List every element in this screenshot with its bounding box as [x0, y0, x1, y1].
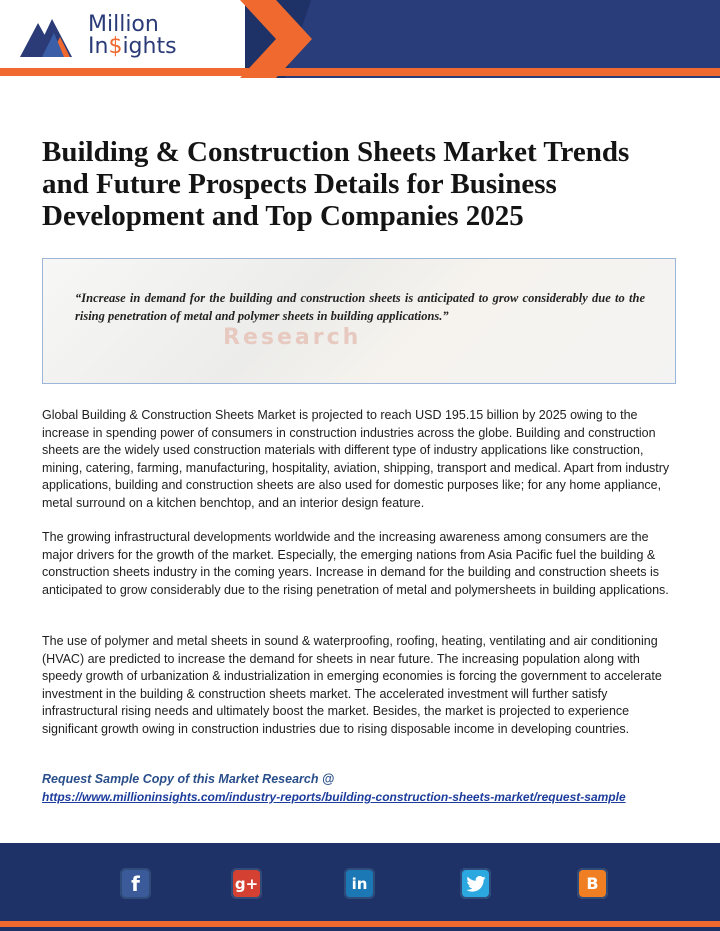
footer-orange-stripe	[0, 921, 720, 927]
logo-wordmark	[88, 14, 177, 58]
paragraph-1: Global Building & Construction Sheets Market is projected to reach USD 195.15 billion by 2025 owing to the increase in spending power of consumers in construction industries across the globe. Building and construction sheets are the widely used construction materials with different type of industry applications like construction, mining, catering, farming, manufacturing, hospitality, aviation, shipping, transport and medical. Apart from industry applications, building and construction sheets are also used for domestic purposes like; for any home appliance, metal surround on a kitchen benchtop, and an interior design feature.	[42, 408, 670, 510]
header	[0, 0, 720, 78]
request-sample-label: Request Sample Copy of this Market Research @	[42, 772, 335, 786]
logo-line2-c: ights	[122, 34, 177, 59]
logo-line1: Million	[88, 12, 159, 37]
quote-text: “Increase in demand for the building and construction sheets is anticipated to grow considerably due to the rising penetration of metal and polymer sheets in building applications.”	[75, 291, 645, 323]
twitter-bird-icon	[466, 876, 486, 892]
blogger-icon[interactable]: B	[577, 868, 608, 899]
quote-background-text: Research	[223, 325, 362, 350]
request-sample-link[interactable]: https://www.millioninsights.com/industry-reports/building-construction-sheets-market/request-sample	[42, 790, 626, 804]
logo-dollar: $	[108, 34, 123, 59]
linkedin-icon[interactable]: in	[344, 868, 375, 899]
million-insights-logo[interactable]	[20, 14, 177, 58]
logo-line2	[88, 36, 177, 58]
mountain-logo-icon	[20, 15, 82, 57]
google-plus-icon[interactable]: g+	[231, 868, 262, 899]
facebook-icon[interactable]: f	[120, 868, 151, 899]
header-band-accent	[285, 0, 720, 78]
twitter-icon[interactable]	[460, 868, 491, 899]
page-title: Building & Construction Sheets Market Trends and Future Prospects Details for Business Development and Top Companies 2025	[42, 136, 630, 232]
header-orange-stripe	[0, 68, 720, 76]
quote-box	[42, 258, 676, 384]
paragraph-2: The growing infrastructural developments worldwide and the increasing awareness among consumers are the major drivers for the growth of the market. Especially, the emerging nations from Asia Pacific fuel the building & construction sheets industry in the coming years. Increase in demand for the building and construction sheets is anticipated to grow considerably due to the rising penetration of metal and polymersheets in building applications.	[42, 530, 669, 597]
logo-line2-a: In	[88, 34, 109, 59]
paragraph-3: The use of polymer and metal sheets in sound & waterproofing, roofing, heating, ventilating and air conditioning (HVAC) are predicted to increase the demand for sheets in near future. The increasing population along with speedy growth of urbanization & industrialization in emerging economies is forcing the government to accelerate investment in the building & construction sheets market. The accelerated investment will further satisfy infrastructural rising needs and ultimately boost the market. Besides, the market is projected to experience significant growth owing in construction industries due to rising disposable income in developing countries.	[42, 634, 662, 736]
